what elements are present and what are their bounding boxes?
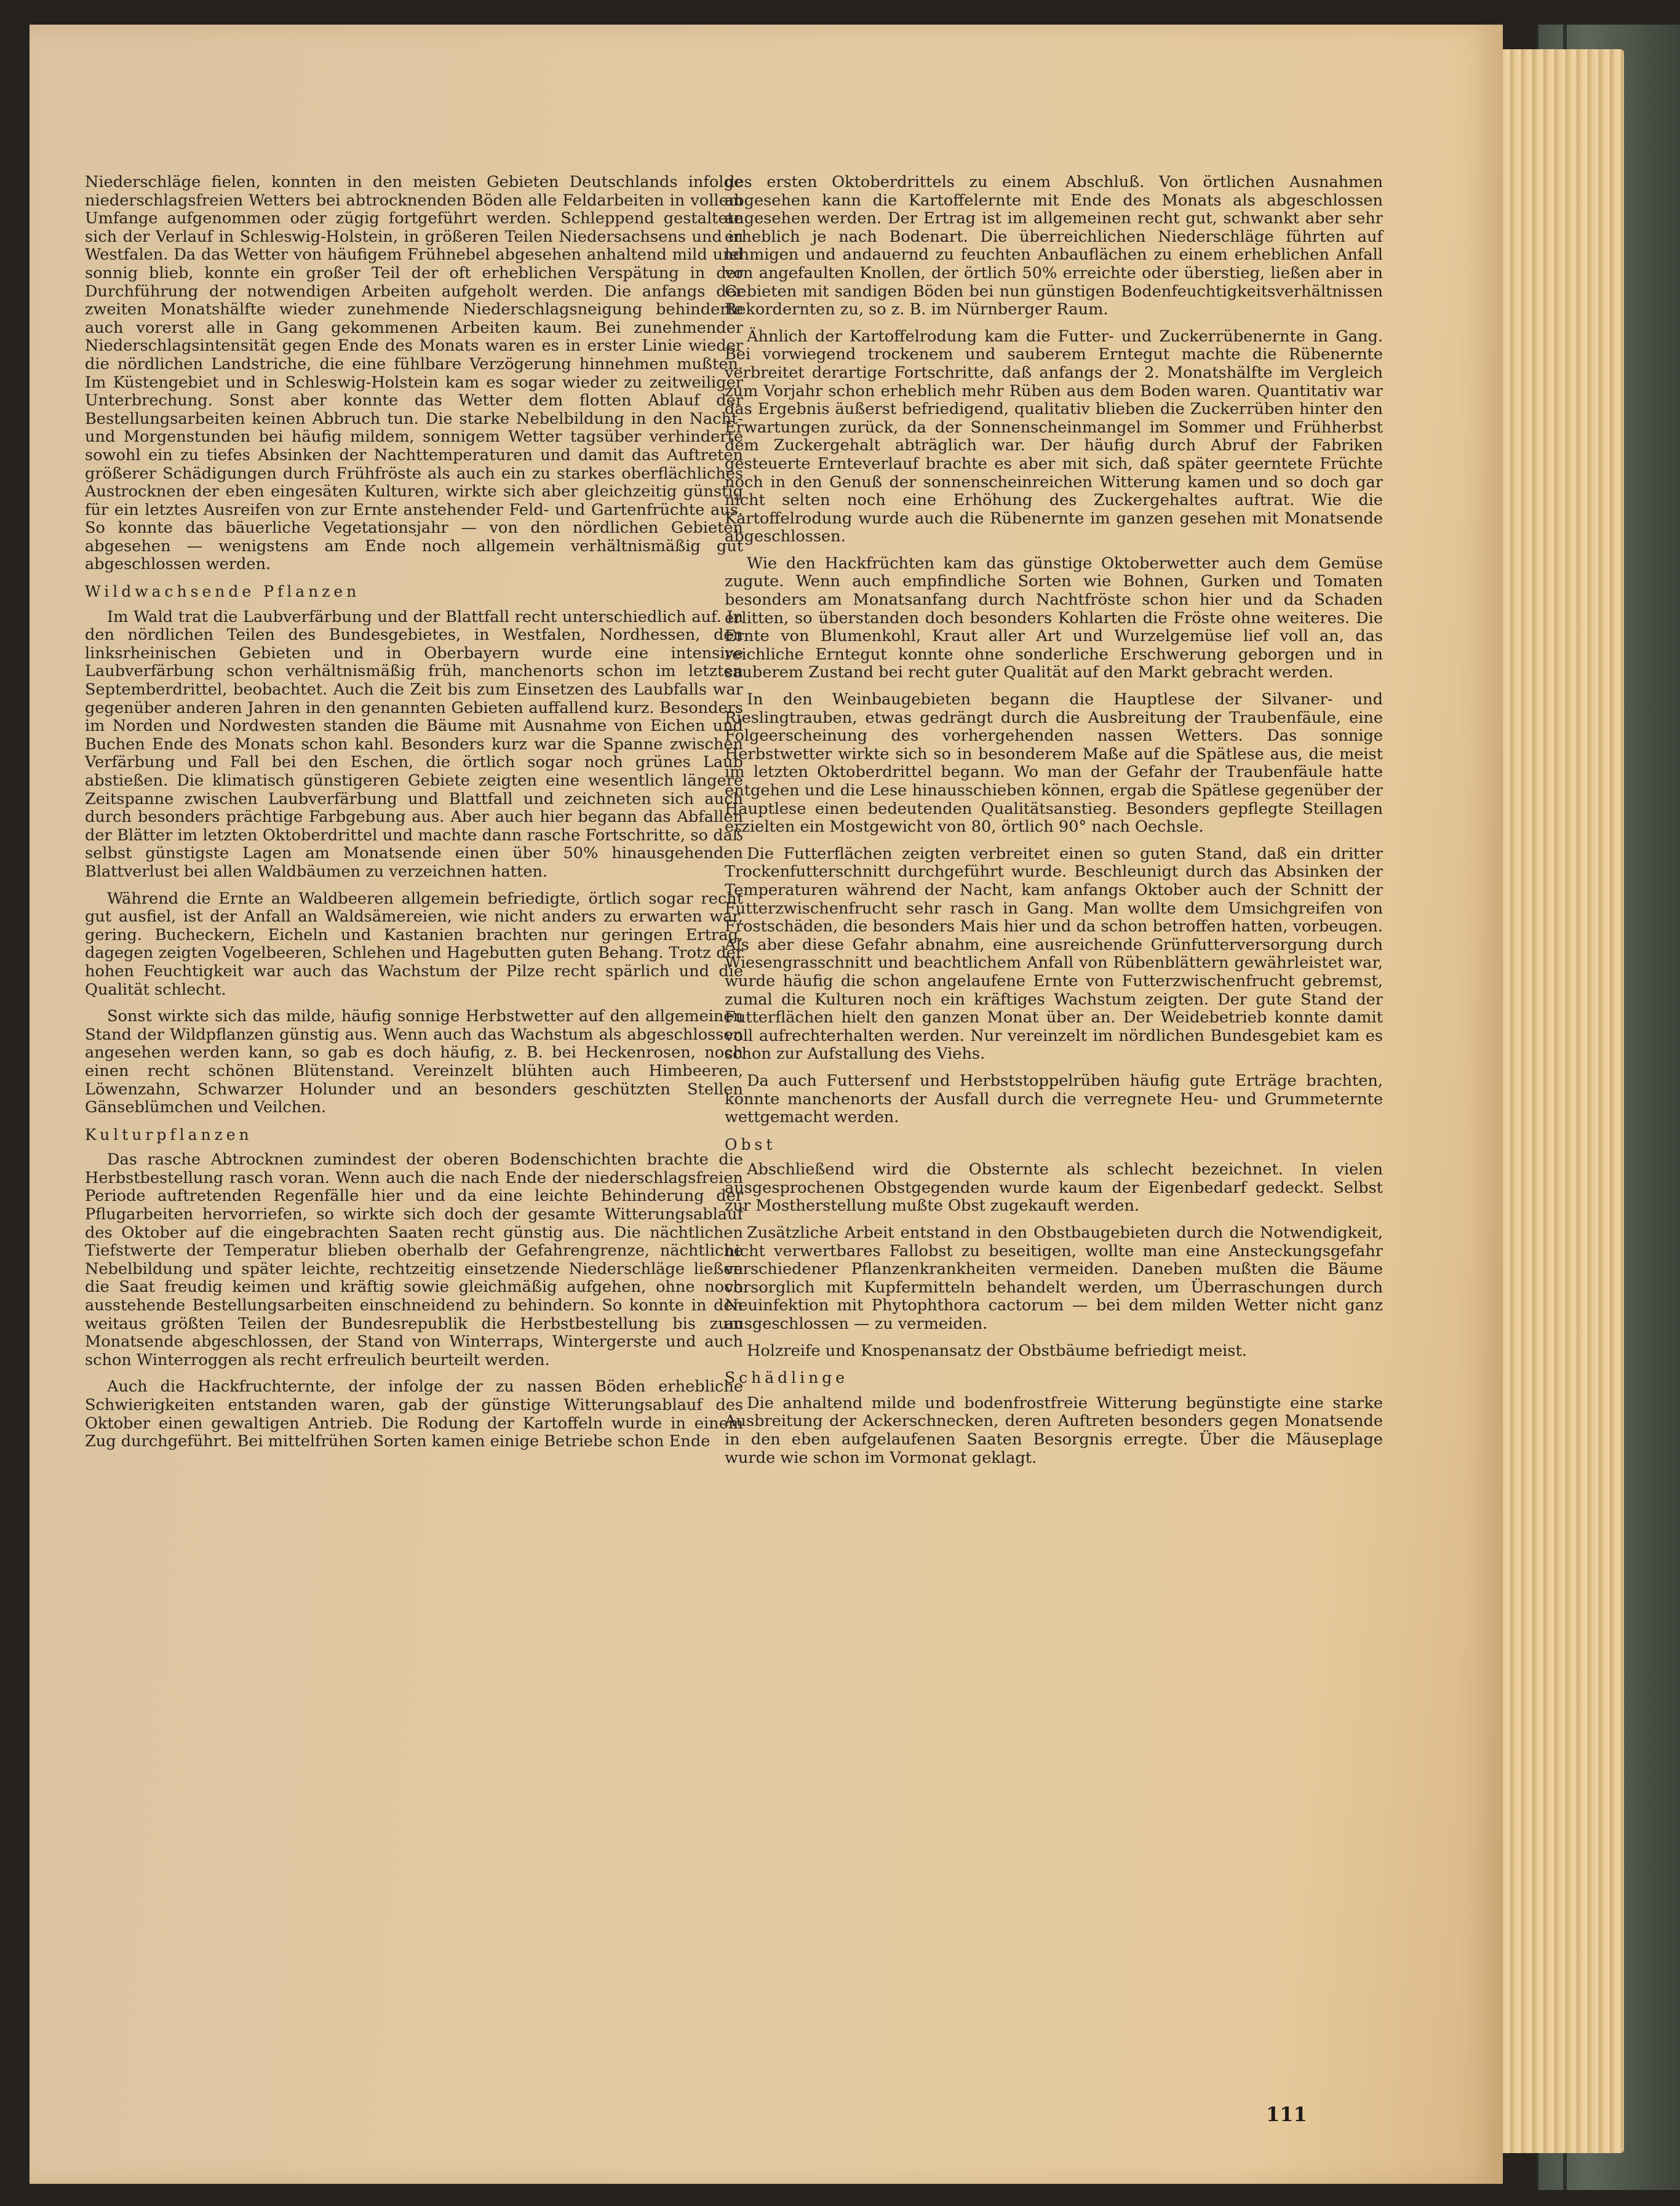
paragraph: Zusätzliche Arbeit entstand in den Obstbaugebieten durch die Notwendigkeit, nicht verwertbares Fallobst zu beseitigen, wollte man eine Ansteckungsgefahr verschiedener Pflanzenkrankheiten vermeiden. Daneben mußten die Bäume vorsorglich mit Kupfermitteln behandelt werden, um Überraschungen durch Neuinfektion mit Phytophthora cactorum — bei dem milden Wetter nicht ganz ausgeschlossen — zu vermeiden. xyxy=(725,1224,1383,1334)
paragraph: In den Weinbaugebieten begann die Hauptlese der Silvaner- und Rieslingtrauben, etwas gedrängt durch die Ausbreitung der Traubenfäule, eine Folgeerscheinung des vorhergehenden nassen Wetters. Das sonnige Herbstwetter wirkte sich so in besonderem Maße auf die Spätlese aus, die meist im letzten Oktoberdrittel begann. Wo man der Gefahr der Traubenfäule hatte entgehen und die Lese hinausschieben können, ergab die Spätlese gegenüber der Hauptlese einen bedeutenden Qualitätsanstieg. Besonders gepflegte Steillagen erzielten ein Mostgewicht von 80, örtlich 90° nach Oechsle. xyxy=(725,690,1383,837)
paragraph: Da auch Futtersenf und Herbststoppelrüben häufig gute Erträge brachten, konnte manchenorts der Ausfall durch die verregnete Heu- und Grummeternte wettgemacht werden. xyxy=(725,1071,1383,1127)
paragraph: Die Futterflächen zeigten verbreitet einen so guten Stand, daß ein dritter Trockenfutterschnitt durchgeführt wurde. Beschleunigt durch das Absinken der Temperaturen während der Nacht, kam anfangs Oktober auch der Schnitt der Futterzwischenfrucht sehr rasch in Gang. Man wollte dem Umsichgreifen von Frostschäden, die besonders Mais hier und da schon betroffen hatten, vorbeugen. Als aber diese Gefahr abnahm, eine ausreichende Grünfutterversorgung durch Wiesengrasschnitt und beachtlichem Anfall von Rübenblättern gewährleistet war, wurde häufig die schon angelaufene Ernte von Futterzwischenfrucht gebremst, zumal die Kulturen noch ein kräftiges Wachstum zeigten. Der gute Stand der Futterflächen hielt den ganzen Monat über an. Der Weidebetrieb konnte damit voll aufrechterhalten werden. Nur vereinzelt im nördlichen Bundesgebiet kam es schon zur Aufstallung des Viehs. xyxy=(725,844,1383,1064)
page-number: 111 xyxy=(1266,2103,1307,2126)
paragraph: Holzreife und Knospenansatz der Obstbäume befriedigt meist. xyxy=(747,1341,1247,1360)
paragraph: des ersten Oktoberdrittels zu einem Abschluß. Von örtlichen Ausnahmen abgesehen kann die Kartoffelernte mit Ende des Monats als abgeschlossen angesehen werden. Der Ertrag ist im allgemeinen recht gut, schwankt aber sehr erheblich je nach Bodenart. Die überreichlichen Niederschläge führten auf lehmigen und andauernd zu feuchten Anbauflächen zu einem erheblichen Anfall von angefaulten Knollen, der örtlich 50% erreichte oder überstieg, ließen aber in Gebieten mit sandigen Böden bei nun günstigen Bodenfeuchtigkeitsverhältnissen Rekordernten zu, so z. B. im Nürnberger Raum. xyxy=(725,173,1383,319)
paragraph: Das rasche Abtrocknen zumindest der oberen Bodenschichten brachte die Herbstbestellung rasch voran. Wenn auch die nach Ende der niederschlagsfreien Periode auftretenden Regenfälle hier und da eine leichte Behinderung der Pflugarbeiten hervorriefen, so wirkte sich doch der gesamte Witterungsablauf des Oktober auf die eingebrachten Saaten recht günstig aus. Die nächtlichen Tiefstwerte der Temperatur blieben oberhalb der Gefahrengrenze, nächtliche Nebelbildung und später leichte, rechtzeitig einsetzende Niederschläge ließen die Saat freudig keimen und kräftig sowie gleichmäßig aufgehen, ohne noch ausstehende Bestellungsarbeiten einschneidend zu behindern. So konnte in den weitaus größten Teilen der Bundesrepublik die Herbstbestellung bis zum Monatsende abgeschlossen, der Stand von Winterraps, Wintergerste und auch schon Winterroggen als recht erfreulich beurteilt werden. xyxy=(85,1150,743,1369)
paragraph: Im Wald trat die Laubverfärbung und der Blattfall recht unterschiedlich auf. In den nördlichen Teilen des Bundesgebietes, in Westfalen, Nordhessen, den linksrheinischen Gebieten und in Oberbayern wurde eine intensive Laubverfärbung schon verhältnismäßig früh, manchenorts schon im letzten Septemberdrittel, beobachtet. Auch die Zeit bis zum Einsetzen des Laubfalls war gegenüber anderen Jahren in den genannten Gebieten auffallend kurz. Besonders im Norden und Nordwesten standen die Bäume mit Ausnahme von Eichen und Buchen Ende des Monats schon kahl. Besonders kurz war die Spanne zwischen Verfärbung und Fall bei den Eschen, die örtlich sogar noch grünes Laub abstießen. Die klimatisch günstigeren Gebiete zeigten eine wesentlich längere Zeitspanne zwischen Laubverfärbung und Blattfall und zeichneten sich auch durch besonders prächtige Farbgebung aus. Aber auch hier begann das Abfallen der Blätter im letzten Oktoberdrittel und machte dann rasche Fortschritte, so daß selbst günstigste Lagen am Monatsende einen über 50% hinausgehenden Blattverlust bei allen Waldbäumen zu verzeichnen hatten. xyxy=(85,607,743,881)
paragraph: Während die Ernte an Waldbeeren allgemein befriedigte, örtlich sogar recht gut ausfiel, ist der Anfall an Waldsämereien, wie nicht anders zu erwarten war, gering. Bucheckern, Eicheln und Kastanien brachten nur geringen Ertrag, dagegen zeigten Vogelbeeren, Schlehen und Hagebutten guten Behang. Trotz der hohen Feuchtigkeit war auch das Wachstum der Pilze recht spärlich und die Qualität schlecht. xyxy=(85,889,743,999)
paragraph: Die anhaltend milde und bodenfrostfreie Witterung begünstigte eine starke Ausbreitung der Ackerschnecken, deren Auftreten besonders gegen Monatsende in den eben aufgelaufenen Saaten Besorgnis erregte. Über die Mäuseplage wurde wie schon im Vormonat geklagt. xyxy=(725,1393,1383,1467)
right-column xyxy=(725,173,1383,1476)
book-page xyxy=(30,25,1503,2184)
paragraph: Auch die Hackfruchternte, der infolge der zu nassen Böden erhebliche Schwierigkeiten entstanden waren, gab der günstige Witterungsablauf des Oktober einen gewaltigen Antrieb. Die Rodung der Kartoffeln wurde in einem Zug durchgeführt. Bei mittelfrühen Sorten kamen einige Betriebe schon Ende xyxy=(85,1377,743,1451)
paragraph: Wie den Hackfrüchten kam das günstige Oktoberwetter auch dem Gemüse zugute. Wenn auch empfindliche Sorten wie Bohnen, Gurken und Tomaten besonders am Monatsanfang durch Nachtfröste schon hier und da Schaden erlitten, so überstanden doch besonders Kohlarten die Fröste ohne weiteres. Die Ernte von Blumenkohl, Kraut aller Art und Wurzelgemüse lief voll an, das reichliche Erntegut konnte ohne sonderliche Erschwerung geborgen und in sauberem Zustand bei recht guter Qualität auf den Markt gebracht werden. xyxy=(725,554,1383,682)
paragraph: Niederschläge fielen, konnten in den meisten Gebieten Deutschlands infolge niederschlagsfreien Wetters bei abtrocknenden Böden alle Feldarbeiten in vollem Umfange aufgenommen oder zügig fortgeführt werden. Schleppend gestaltete sich der Verlauf in Schleswig-Holstein, in größeren Teilen Niedersachsens und in Westfalen. Da das Wetter von häufigem Frühnebel abgesehen anhaltend mild und sonnig blieb, konnte ein großer Teil der oft erheblichen Verspätung in der Durchführung der notwendigen Arbeiten aufgeholt werden. Die anfangs der zweiten Monatshälfte wieder zunehmende Niederschlagsneigung behinderte auch vorerst alle in Gang gekommenen Arbeiten kaum. Bei zunehmender Niederschlagsintensität gegen Ende des Monats waren es in erster Linie wieder die nördlichen Landstriche, die eine fühlbare Verzögerung hinnehmen mußten. Im Küstengebiet und in Schleswig-Holstein kam es sogar wieder zu zeitweiliger Unterbrechung. Sonst aber konnte das Wetter dem flotten Ablauf der Bestellungsarbeiten keinen Abbruch tun. Die starke Nebelbildung in den Nacht- und Morgenstunden bei häufig mildem, sonnigem Wetter tagsüber verhinderte sowohl ein zu tiefes Absinken der Nachttemperaturen und damit das Auftreten größerer Schädigungen durch Frühfröste als auch ein zu starkes oberflächliches Austrocknen der eben eingesäten Kulturen, wirkte sich aber gleichzeitig günstig für ein letztes Ausreifen von zur Ernte anstehender Feld- und Gartenfrüchte aus. So konnte das bäuerliche Vegetationsjahr — von den nördlichen Gebieten abgesehen — wenigstens am Ende noch allgemein verhältnismäßig gut abgeschlossen werden. xyxy=(85,173,743,574)
section-heading-kulturpflanzen: Kulturpflanzen xyxy=(85,1125,253,1144)
left-column xyxy=(85,173,743,1460)
paragraph: Abschließend wird die Obsternte als schlecht bezeichnet. In vielen ausgesprochenen Obstgegenden wurde kaum der Eigenbedarf gedeckt. Selbst zur Mostherstellung mußte Obst zugekauft werden. xyxy=(725,1160,1383,1216)
section-heading-wildwachsende-pflanzen: Wildwachsende Pflanzen xyxy=(85,583,360,601)
section-heading-obst: Obst xyxy=(725,1135,776,1153)
paragraph: Sonst wirkte sich das milde, häufig sonnige Herbstwetter auf den allgemeinen Stand der Wildpflanzen günstig aus. Wenn auch das Wachstum als abgeschlossen angesehen werden kann, so gab es doch häufig, z. B. bei Heckenrosen, noch einen recht schönen Blütenstand. Vereinzelt blühten auch Himbeeren, Löwenzahn, Schwarzer Holunder und an besonders geschützten Stellen Gänseblümchen und Veilchen. xyxy=(85,1007,743,1117)
section-heading-schaedlinge: Schädlinge xyxy=(725,1369,849,1387)
paragraph: Ähnlich der Kartoffelrodung kam die Futter- und Zuckerrübenernte in Gang. Bei vorwiegend trockenem und sauberem Erntegut machte die Rübenernte verbreitet derartige Fortschritte, daß anfangs der 2. Monatshälfte im Vergleich zum Vorjahr schon erheblich mehr Rüben aus dem Boden waren. Quantitativ war das Ergebnis äußerst befriedigend, qualitativ blieben die Zuckerrüben hinter den Erwartungen zurück, da der Sonnenscheinmangel im Sommer und Frühherbst dem Zuckergehalt abträglich war. Der häufig durch Abruf der Fabriken gesteuerte Ernteverlauf brachte es aber mit sich, daß später geerntete Früchte noch in den Genuß der sonnenscheinreichen Witterung kamen und so doch gar nicht selten noch eine Erhöhung des Zuckergehaltes auftrat. Wie die Kartoffelrodung wurde auch die Rübenernte im ganzen gesehen mit Monatsende abgeschlossen. xyxy=(725,327,1383,546)
